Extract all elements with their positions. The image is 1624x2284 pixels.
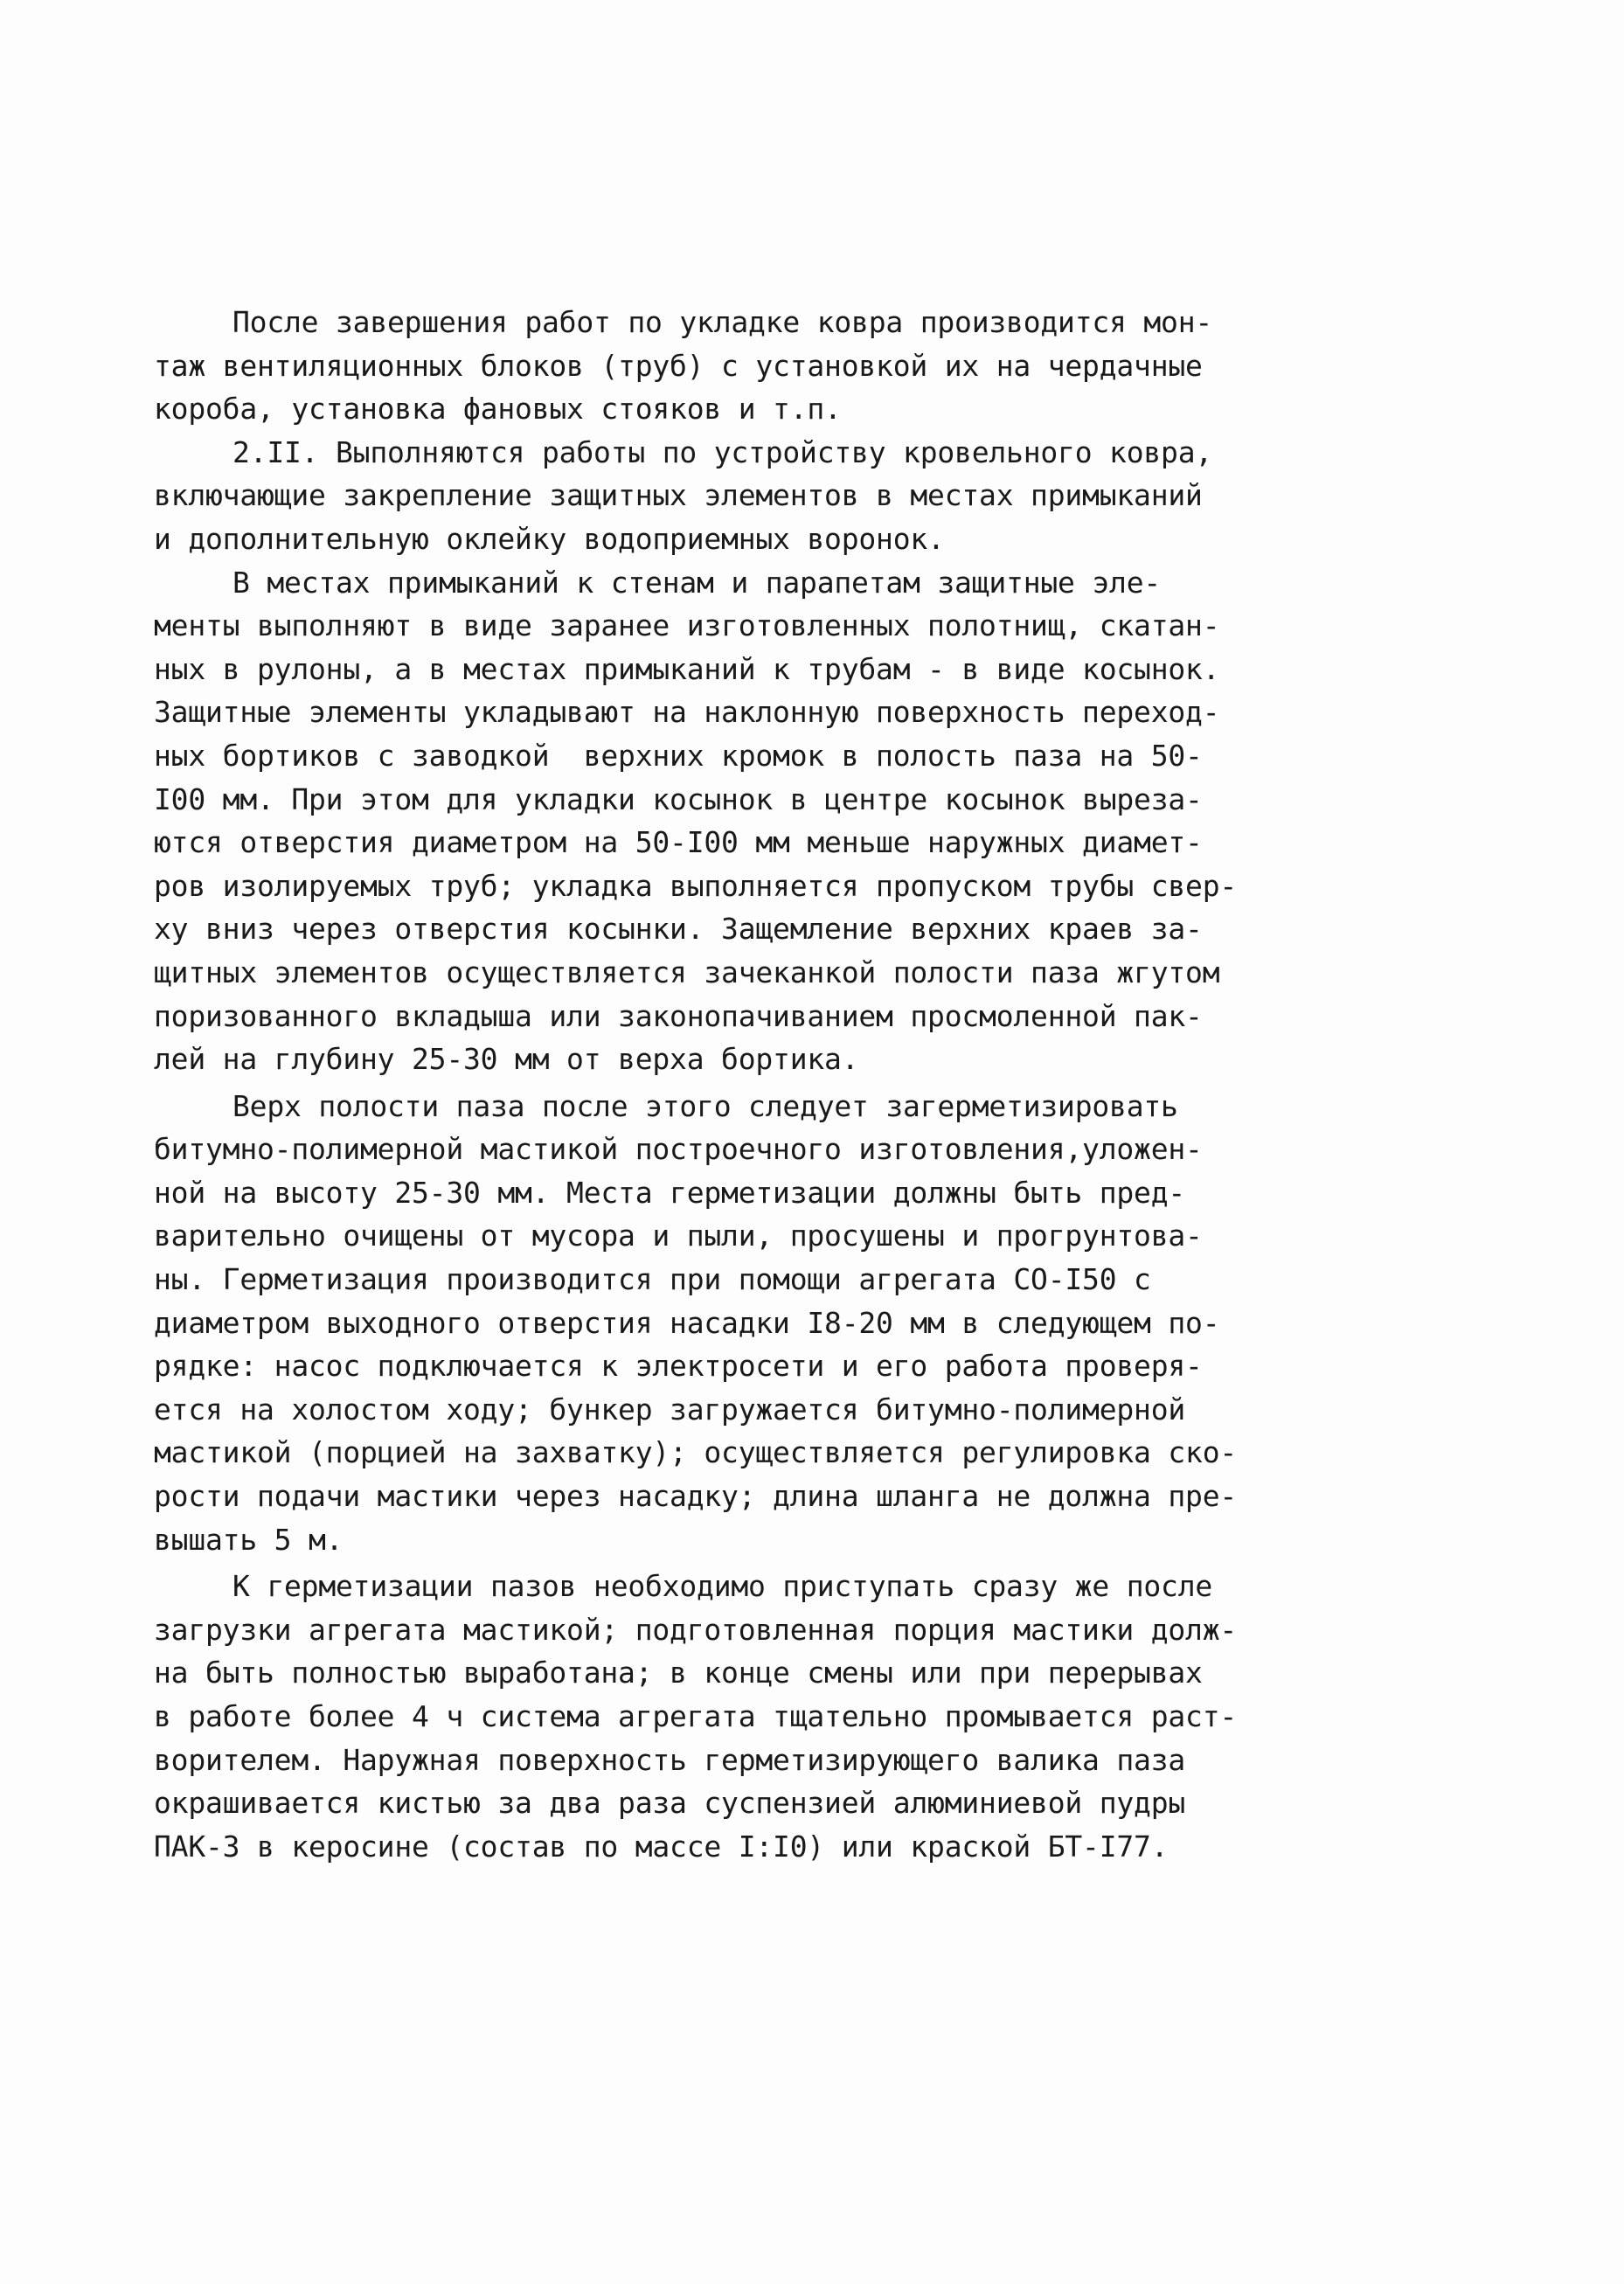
text-line: В местах примыканий к стенам и парапетам защитные эле- <box>232 565 1162 600</box>
text-line: Защитные элементы укладывают на наклонную поверхность переход- <box>154 695 1220 730</box>
text-line: ворителем. Наружная поверхность герметизирующего валика паза <box>154 1742 1186 1777</box>
text-line: битумно-полимерной мастикой построечного изготовления,уложен- <box>154 1132 1203 1167</box>
text-line: ется на холостом ходу; бункер загружается битумно-полимерной <box>154 1392 1186 1427</box>
text-line: диаметром выходного отверстия насадки I8-20 мм в следующем по- <box>154 1305 1220 1340</box>
text-line: загрузки агрегата мастикой; подготовленная порция мастики долж- <box>154 1612 1238 1647</box>
text-line: лей на глубину 25-30 мм от верха бортика. <box>154 1042 859 1077</box>
text-line: ны. Герметизация производится при помощи агрегата CO-I50 с <box>154 1262 1151 1297</box>
text-line: мастикой (порцией на захватку); осуществляется регулировка ско- <box>154 1435 1238 1470</box>
text-line: на быть полностью выработана; в конце смены или при перерывах <box>154 1656 1203 1690</box>
text-line: Верх полости паза после этого следует загерметизировать <box>232 1088 1178 1123</box>
text-line: поризованного вкладыша или законопачиванием просмоленной пак- <box>154 998 1203 1033</box>
text-line: окрашивается кистью за два раза суспензией алюминиевой пудры <box>154 1786 1186 1821</box>
text-line: включающие закрепление защитных элементов в местах примыканий <box>154 478 1203 513</box>
text-line: ров изолируемых труб; укладка выполняется пропуском трубы свер- <box>154 868 1238 903</box>
text-line: ной на высоту 25-30 мм. Места герметизации должны быть пред- <box>154 1175 1186 1210</box>
text-line: варительно очищены от мусора и пыли, просушены и прогрунтова- <box>154 1218 1203 1253</box>
text-line: К герметизации пазов необходимо приступать сразу же после <box>232 1569 1213 1604</box>
text-line: I00 мм. При этом для укладки косынок в центре косынок выреза- <box>154 781 1203 816</box>
text-line: и дополнительную оклейку водоприемных воронок. <box>154 521 945 556</box>
text-line: таж вентиляционных блоков (труб) с установкой их на чердачные <box>154 348 1203 383</box>
text-line: ПАК-3 в керосине (состав по массе I:I0) или краской БТ-I77. <box>154 1829 1169 1864</box>
text-line: вышать 5 м. <box>154 1522 344 1557</box>
text-line: ются отверстия диаметром на 50-I00 мм меньше наружных диамет- <box>154 825 1203 860</box>
text-line: менты выполняют в виде заранее изготовленных полотнищ, скатан- <box>154 608 1220 643</box>
text-line: После завершения работ по укладке ковра производится мон- <box>232 305 1213 339</box>
text-line: рости подачи мастики через насадку; длина шланга не должна пре- <box>154 1479 1238 1514</box>
text-line: рядке: насос подключается к электросети и его работа проверя- <box>154 1349 1203 1384</box>
document-body <box>154 301 1238 1868</box>
text-line: щитных элементов осуществляется зачеканкой полости паза жгутом <box>154 955 1220 989</box>
text-line: 2.II. Выполняются работы по устройству кровельного ковра, <box>232 434 1213 469</box>
text-line: ных в рулоны, а в местах примыканий к трубам - в виде косынок. <box>154 651 1220 686</box>
text-line: ху вниз через отверстия косынки. Защемление верхних краев за- <box>154 912 1203 947</box>
text-line: короба, установка фановых стояков и т.п. <box>154 392 842 427</box>
text-line: в работе более 4 ч система агрегата тщательно промывается раст- <box>154 1699 1238 1733</box>
text-line: ных бортиков с заводкой верхних кромок в полость паза на 50- <box>154 738 1203 773</box>
